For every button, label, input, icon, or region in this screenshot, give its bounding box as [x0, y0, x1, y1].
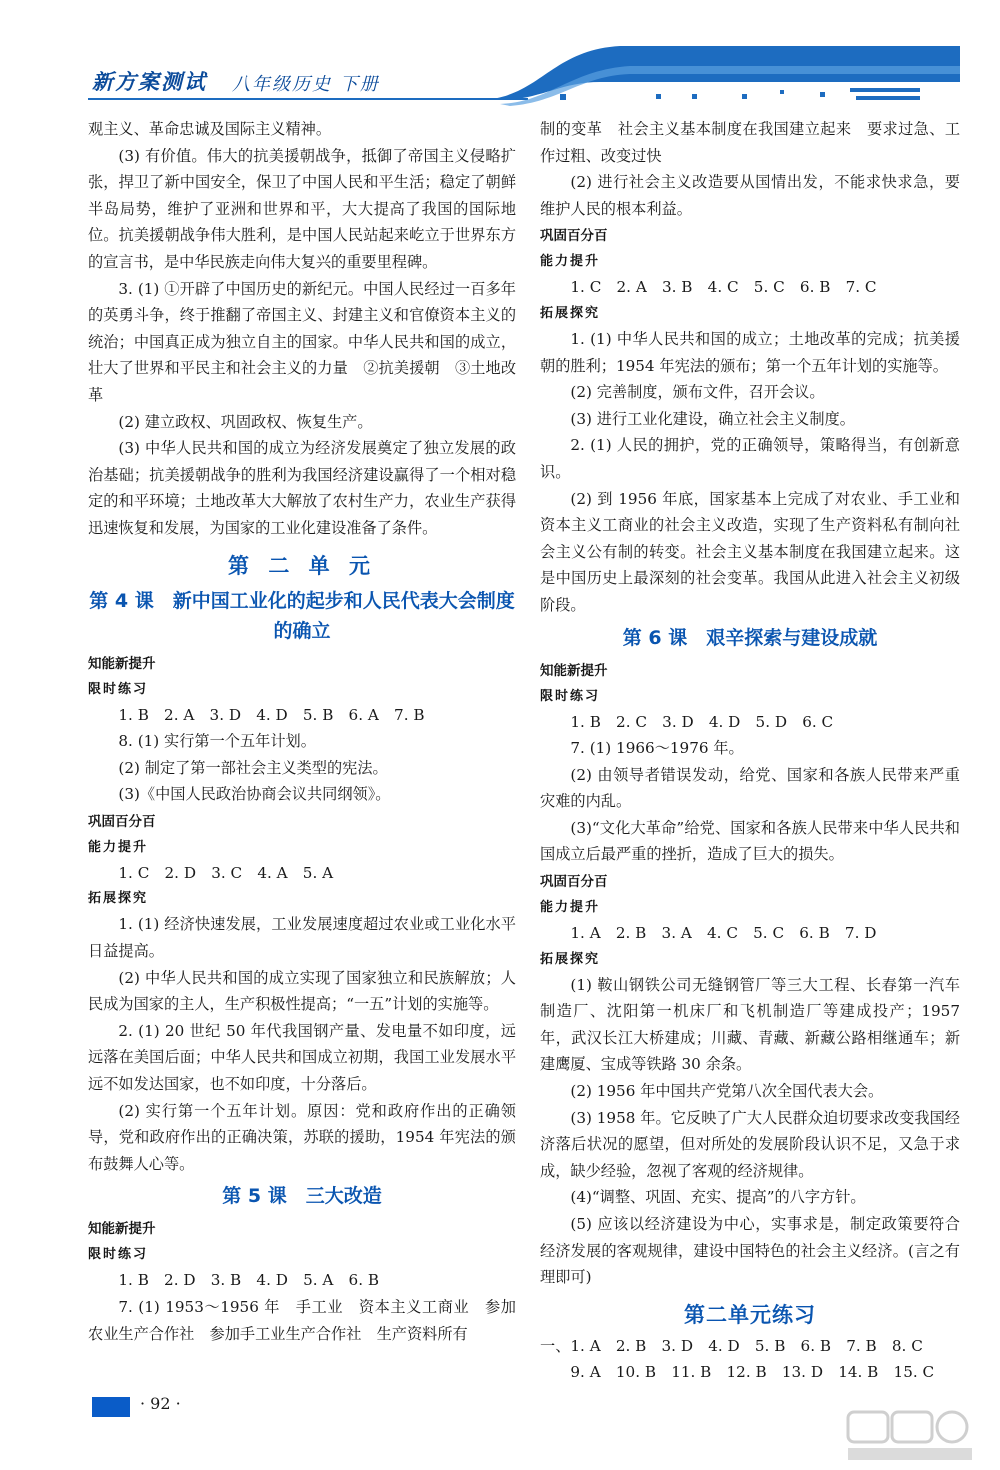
- answer-paragraph: 2. (1) 20 世纪 50 年代我国钢产量、发电量不如印度，远远落在美国后面；中华人民共和国成立初期，我国工业发展水平远不如发达国家，也不如印度，十分落后。: [88, 1021, 516, 1094]
- section-heading: 巩固百分百: [540, 874, 608, 891]
- left-column: [88, 116, 516, 1347]
- answer-paragraph: (2) 1956 年中国共产党第八次全国代表大会。: [570, 1082, 884, 1101]
- answer-paragraph: 8. (1) 实行第一个五年计划。: [118, 732, 316, 751]
- header-rule: [88, 98, 528, 100]
- answer-paragraph: 1. B 2. C 3. D 4. D 5. D 6. C: [570, 712, 834, 731]
- answer-paragraph: 1. A 2. B 3. A 4. C 5. C 6. B 7. D: [570, 924, 877, 943]
- subsection-heading: 拓展探究: [540, 951, 601, 967]
- answer-paragraph: 1. B 2. D 3. B 4. D 5. A 6. B: [118, 1271, 380, 1290]
- subsection-heading: 能力提升: [540, 254, 601, 270]
- answer-paragraph: (2) 到 1956 年底，国家基本上完成了对农业、手工业和资本主义工商业的社会主义改造，实现了生产资料私有制向社会主义公有制的转变。社会主义基本制度在我国建立起来。这是中国历史上最深刻的社会变革。我国从此进入社会主义初级阶段。: [540, 489, 960, 614]
- lesson-title: 第 6 课 艰辛探索与建设成就: [622, 626, 878, 649]
- page-number-tab: [92, 1397, 130, 1417]
- subsection-heading: 能力提升: [88, 839, 149, 855]
- answer-paragraph: 制的变革 社会主义基本制度在我国建立起来 要求过急、工作过粗、改变过快: [540, 120, 960, 165]
- page-number: · 92 ·: [140, 1394, 181, 1413]
- answer-paragraph: 2. (1) 人民的拥护，党的正确领导，策略得当，有创新意识。: [540, 436, 960, 481]
- subsection-heading: 限时练习: [88, 681, 149, 697]
- section-heading: 知能新提升: [540, 662, 608, 679]
- answer-paragraph: (3) 1958 年。它反映了广大人民群众迫切要求改变我国经济落后状况的愿望，但对所处的发展阶段认识不足，又急于求成，缺少经验，忽视了客观的经济规律。: [540, 1108, 960, 1180]
- answer-paragraph: 1. (1) 经济快速发展，工业发展速度超过农业或工业化水平日益提高。: [88, 915, 516, 961]
- answer-paragraph: 观主义、革命忠诚及国际主义精神。: [88, 120, 331, 138]
- answer-paragraph: (2) 由领导者错误发动，给党、国家和各族人民带来严重灾难的内乱。: [540, 765, 960, 811]
- page-header: [0, 0, 1000, 112]
- answer-paragraph: (2) 中华人民共和国的成立实现了国家独立和民族解放；人民成为国家的主人，生产积极性提高；“一五”计划的实施等。: [88, 968, 516, 1014]
- answer-paragraph: (2) 完善制度，颁布文件，召开会议。: [570, 383, 825, 402]
- answer-paragraph: (3) 进行工业化建设，确立社会主义制度。: [570, 409, 855, 428]
- answer-paragraph: (2) 建立政权、巩固政权、恢复生产。: [118, 412, 373, 431]
- answer-paragraph: (3)《中国人民政治协商会议共同纲领》。: [118, 785, 391, 804]
- subsection-heading: 拓展探究: [540, 305, 601, 321]
- unit-title: 第 二 单 元: [228, 553, 376, 578]
- answer-paragraph: (3)“文化大革命”给党、国家和各族人民带来中华人民共和国成立后最严重的挫折，造成了巨大的损失。: [540, 818, 960, 864]
- lesson-title: 第 4 课 新中国工业化的起步和人民代表大会制度的确立: [89, 589, 515, 642]
- answer-paragraph: (4)“调整、巩固、充实、提高”的八字方针。: [570, 1188, 866, 1207]
- right-column: [540, 116, 960, 1386]
- unit-title: 第二单元练习: [684, 1302, 816, 1327]
- lesson-title: 第 5 课 三大改造: [222, 1185, 382, 1208]
- answer-paragraph: 1. C 2. D 3. C 4. A 5. A: [118, 863, 334, 882]
- answer-paragraph: 7. (1) 1953～1956 年 手工业 资本主义工商业 参加农业生产合作社 参加手工业生产合作社 生产资料所有: [88, 1298, 516, 1343]
- answer-paragraph: 3. (1) ①开辟了中国历史的新纪元。中国人民经过一百多年的英勇斗争，终于推翻了帝国主义、封建主义和官僚资本主义的统治；中国真正成为独立自主的国家。中华人民共和国的成立，壮大了世界和平民主和社会主义的力量 ②抗美援朝 ③土地改革: [88, 279, 516, 404]
- answer-paragraph: (2) 实行第一个五年计划。原因：党和政府作出的正确领导，党和政府作出的正确决策，苏联的援助，1954 年宪法的颁布鼓舞人心等。: [88, 1101, 516, 1173]
- book-title: 八年级历史 下册: [232, 74, 380, 95]
- section-heading: 知能新提升: [88, 1221, 156, 1238]
- answer-paragraph: (2) 进行社会主义改造要从国情出发，不能求快求急，要维护人民的根本利益。: [540, 173, 960, 218]
- answer-paragraph: 9. A 10. B 11. B 12. B 13. D 14. B 15. C: [570, 1363, 935, 1382]
- answer-paragraph: 1. (1) 中华人民共和国的成立；土地改革的完成；抗美援朝的胜利；1954 年宪法的颁布；第一个五年计划的实施等。: [540, 329, 960, 375]
- answer-paragraph: (5) 应该以经济建设为中心，实事求是，制定政策要符合经济发展的客观规律，建设中国特色的社会主义经济。(言之有理即可): [540, 1215, 960, 1287]
- section-heading: 巩固百分百: [88, 813, 156, 830]
- answer-paragraph: 1. C 2. A 3. B 4. C 5. C 6. B 7. C: [570, 278, 877, 297]
- watermark-logo: [846, 1408, 976, 1464]
- answer-paragraph: 7. (1) 1966～1976 年。: [570, 739, 744, 758]
- answer-paragraph: 1. B 2. A 3. D 4. D 5. B 6. A 7. B: [118, 705, 425, 724]
- section-heading: 知能新提升: [88, 655, 156, 672]
- subsection-heading: 限时练习: [540, 688, 601, 704]
- subsection-heading: 拓展探究: [88, 891, 149, 907]
- answer-paragraph: (3) 中华人民共和国的成立为经济发展奠定了独立发展的政治基础；抗美援朝战争的胜利为我国经济建设赢得了一个相对稳定的和平环境；土地改革大大解放了农村生产力，农业生产获得迅速恢复和发展，为国家的工业化建设准备了条件。: [88, 439, 516, 537]
- answer-paragraph: (1) 鞍山钢铁公司无缝钢管厂等三大工程、长春第一汽车制造厂、沈阳第一机床厂和飞机制造厂等建成投产；1957 年，武汉长江大桥建成；川藏、青藏、新藏公路相继通车；新建鹰厦、宝成等铁路 30 余条。: [540, 975, 960, 1074]
- answer-paragraph: (2) 制定了第一部社会主义类型的宪法。: [118, 758, 388, 777]
- section-heading: 巩固百分百: [540, 228, 608, 245]
- header-decoration: [480, 42, 960, 112]
- answer-paragraph: 一、1. A 2. B 3. D 4. D 5. B 6. B 7. B 8. C: [540, 1336, 923, 1355]
- subsection-heading: 能力提升: [540, 900, 601, 916]
- subsection-heading: 限时练习: [88, 1247, 149, 1263]
- book-brand: 新方案测试: [92, 70, 207, 94]
- answer-paragraph: (3) 有价值。伟大的抗美援朝战争，抵御了帝国主义侵略扩张，捍卫了新中国安全，保卫了中国人民和平生活；稳定了朝鲜半岛局势，维护了亚洲和世界和平，大大提高了我国的国际地位。抗美援朝战争伟大胜利，是中国人民站起来屹立于世界东方的宣言书，是中华民族走向伟大复兴的重要里程碑。: [88, 146, 516, 271]
